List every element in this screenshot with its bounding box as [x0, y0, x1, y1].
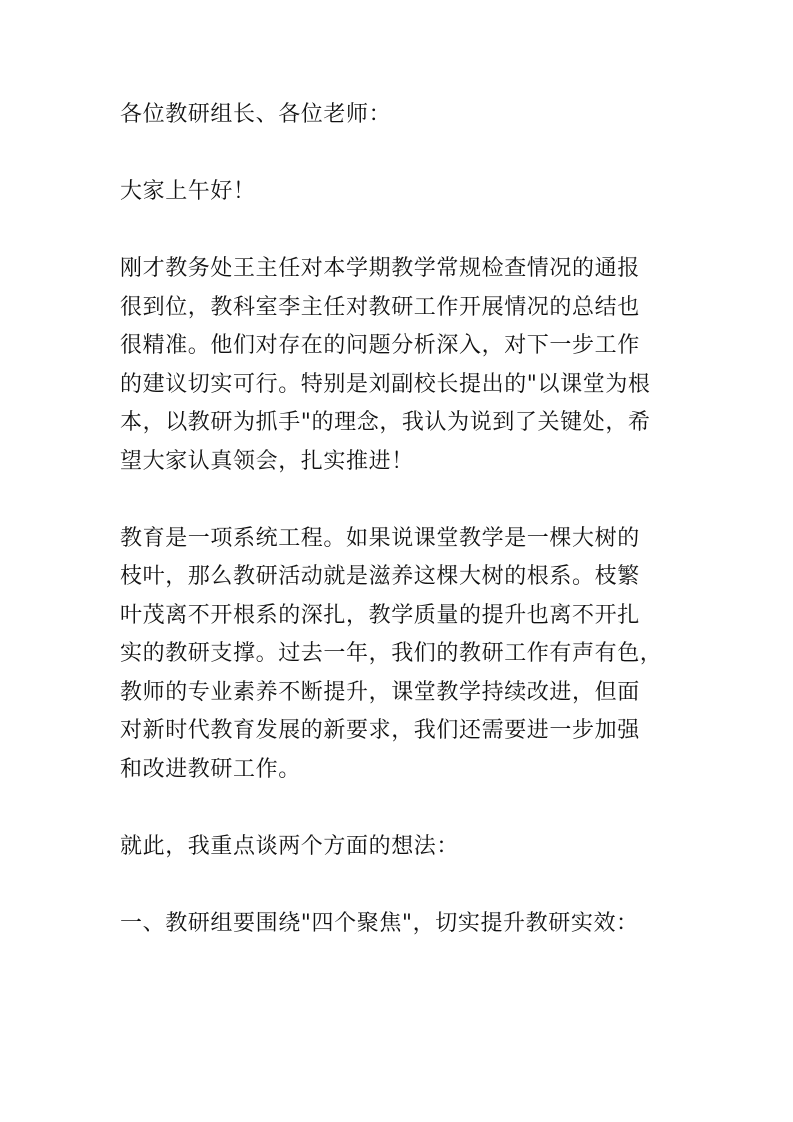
paragraph-2-line-3: 叶茂离不开根系的深扎，教学质量的提升也离不开扎 — [120, 602, 640, 628]
paragraph-2-line-4: 实的教研支撑。过去一年，我们的教研工作有声有色， — [120, 641, 663, 666]
paragraph-gap — [120, 866, 676, 905]
paragraph-gap — [120, 135, 676, 174]
paragraph-2-line-1: 教育是一项系统工程。如果说课堂教学是一棵大树的 — [120, 525, 640, 551]
paragraph-1-line-4: 的建议切实可行。特别是刘副校长提出的"以课堂为根 — [120, 371, 651, 397]
paragraph-1 — [120, 250, 676, 481]
paragraph-2-line-6: 对新时代教育发展的新要求，我们还需要进一步加强 — [120, 718, 640, 743]
salutation-line: 大家上午好！ — [120, 179, 256, 204]
paragraph-gap — [120, 212, 676, 251]
paragraph-gap — [120, 481, 676, 520]
paragraph-2 — [120, 520, 676, 790]
paragraph-1-line-6: 望大家认真领会，扎实推进！ — [120, 448, 414, 474]
paragraph-2-line-7: 和改进教研工作。 — [120, 756, 301, 782]
paragraph-2-line-5: 教师的专业素养不断提升，课堂教学持续改进，但面 — [120, 679, 640, 705]
transition-sentence — [120, 828, 676, 867]
paragraph-1-line-3: 很精准。他们对存在的问题分析深入，对下一步工作 — [120, 333, 640, 358]
section-heading-1-line: 一、教研组要围绕"四个聚焦"，切实提升教研实效： — [120, 910, 639, 936]
transition-line: 就此，我重点谈两个方面的想法： — [120, 833, 460, 859]
paragraph-1-line-5: 本，以教研为抓手"的理念，我认为说到了关键处，希 — [120, 410, 651, 435]
greeting-line: 各位教研组长、各位老师： — [120, 102, 392, 127]
document-body — [120, 96, 676, 943]
greeting — [120, 96, 676, 135]
paragraph-gap — [120, 789, 676, 828]
section-heading-1 — [120, 905, 676, 944]
paragraph-2-line-2: 枝叶，那么教研活动就是滋养这棵大树的根系。枝繁 — [120, 564, 640, 589]
salutation — [120, 173, 676, 212]
paragraph-1-line-1: 刚才教务处王主任对本学期教学常规检查情况的通报 — [120, 256, 640, 281]
paragraph-1-line-2: 很到位，教科室李主任对教研工作开展情况的总结也 — [120, 294, 640, 320]
